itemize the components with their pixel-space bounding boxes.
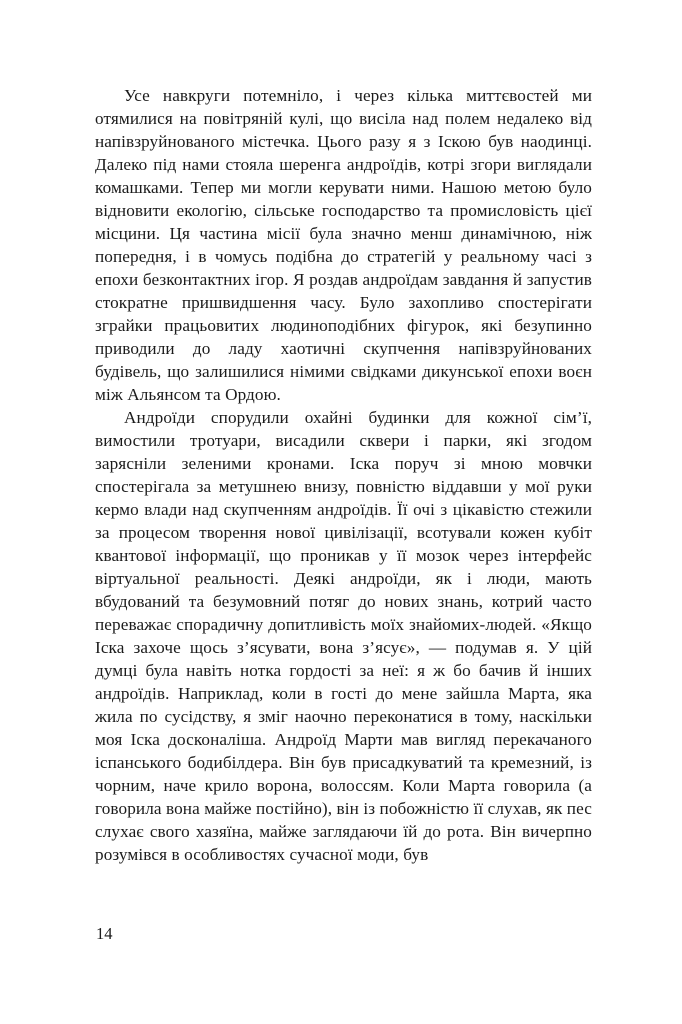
body-text	[95, 84, 592, 866]
paragraph-1: Усе навкруги потемніло, і через кілька миттєвостей ми отямилися на повітряній кулі, що висіла над полем недалеко від напівзруйнованого містечка. Цього разу я з Іскою був наодинці. Далеко під нами стояла шеренга андроїдів, котрі згори виглядали комашками. Тепер ми могли керувати ними. Нашою метою було відновити екологію, сільське господарство та промисловість цієї місцини. Ця частина місії була значно менш динамічною, ніж попередня, і в чомусь подібна до стратегій у реальному часі з епохи безконтактних ігор. Я роздав андроїдам завдання й запустив стократне пришвидшення часу. Було захопливо спостерігати зграйки працьовитих людиноподібних фігурок, які безупинно приводили до ладу хаотичні скупчення напівзруйнованих будівель, що залишилися німими свідками дикунської епохи воєн між Альянсом та Ордою.	[95, 86, 592, 404]
paragraph-2: Андроїди спорудили охайні будинки для кожної сім’ї, вимостили тротуари, висадили сквери і парки, які згодом зарясніли зеленими кронами. Іска поруч зі мною мовчки спостерігала за метушнею внизу, повністю віддавши у мої руки кермо влади над скупченням андроїдів. Її очі з цікавістю стежили за процесом творення нової цивілізації, всотували кожен кубіт квантової інформації, що проникав у її мозок через інтерфейс віртуальної реальності. Деякі андроїди, як і люди, мають вбудований та безумовний потяг до нових знань, котрий часто переважає спорадичну допитливість моїх знайомих-людей. «Якщо Іска захоче щось з’ясувати, вона з’ясує», — подумав я. У цій думці була навіть нотка гордості за неї: я ж бо бачив й інших андроїдів. Наприклад, коли в гості до мене зайшла Марта, яка жила по сусідству, я зміг наочно переконатися в тому, наскільки моя Іска досконаліша. Андроїд Марти мав вигляд перекачаного іспанського бодибілдера. Він був присадкуватий та кремезний, із чорним, наче крило ворона, волоссям. Коли Марта говорила (а говорила вона майже постійно), він із побожністю її слухав, як пес слухає свого хазяїна, майже заглядаючи їй до рота. Він вичерпно розумівся в особливостях сучасної моди, був	[95, 408, 592, 864]
page-number: 14	[96, 924, 113, 943]
